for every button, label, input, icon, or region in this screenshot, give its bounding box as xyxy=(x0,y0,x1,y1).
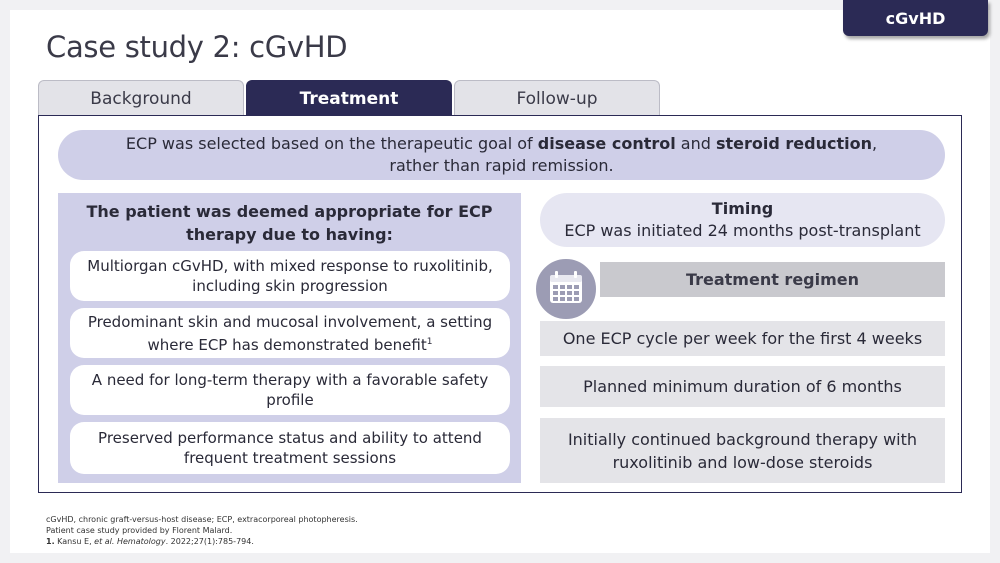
regimen-item-text: Planned minimum duration of 6 months xyxy=(583,377,902,396)
list-item xyxy=(70,251,510,301)
regimen-title-text: Treatment regimen xyxy=(685,270,860,289)
banner-text-line2: rather than rapid remission. xyxy=(389,156,614,175)
calendar-icon xyxy=(532,255,600,323)
abbreviations-note: cGvHD, chronic graft-versus-host disease; ECP, extracorporeal photopheresis. xyxy=(46,515,358,524)
regimen-item xyxy=(540,366,945,407)
source-note: Patient case study provided by Florent Malard. xyxy=(46,526,233,535)
reference-journal: et al. Hematology xyxy=(94,537,166,546)
reference-author: Kansu E, xyxy=(54,537,95,546)
tab-follow-up[interactable]: Follow-up xyxy=(454,80,660,116)
timing-box xyxy=(540,193,945,247)
list-item xyxy=(70,365,510,415)
item-text: Predominant skin and mucosal involvement, a setting xyxy=(87,312,493,331)
page-title: Case study 2: cGvHD xyxy=(46,30,348,64)
regimen-item-text: One ECP cycle per week for the first 4 weeks xyxy=(562,329,923,348)
goal-banner xyxy=(58,130,945,180)
reference-details: . 2022;27(1):785-794. xyxy=(165,537,254,546)
tab-background[interactable]: Background xyxy=(38,80,244,116)
banner-text: ECP was selected based on the therapeutic goal of xyxy=(125,134,538,153)
topic-badge: cGvHD xyxy=(843,0,988,36)
regimen-item xyxy=(540,321,945,356)
item-text: A need for long-term therapy with a favorable safety profile xyxy=(91,371,489,409)
reference-number: 1. xyxy=(46,537,55,546)
timing-text: ECP was initiated 24 months post-transplant xyxy=(564,221,921,240)
eligibility-heading xyxy=(58,200,521,246)
regimen-item-text: Initially continued background therapy with xyxy=(567,429,918,449)
banner-text: , xyxy=(872,134,878,153)
item-text: where ECP has demonstrated benefit xyxy=(147,335,427,354)
heading-line: therapy due to having: xyxy=(186,225,393,244)
regimen-item-text: ruxolitinib and low-dose steroids xyxy=(612,452,873,472)
item-text: frequent treatment sessions xyxy=(183,449,397,467)
list-item xyxy=(70,308,510,358)
item-text: Multiorgan cGvHD, with mixed response to ruxolitinib, xyxy=(87,257,493,275)
timing-title: Timing xyxy=(711,199,774,218)
item-text: including skin progression xyxy=(192,277,388,295)
banner-emphasis-steroid-reduction: steroid reduction xyxy=(716,134,872,153)
item-text: Preserved performance status and ability to attend xyxy=(98,429,482,447)
citation-superscript: 1 xyxy=(426,336,433,347)
banner-emphasis-disease-control: disease control xyxy=(537,134,676,153)
tab-treatment[interactable]: Treatment xyxy=(246,80,452,116)
footnotes xyxy=(46,514,358,547)
banner-text: and xyxy=(675,134,716,153)
regimen-title xyxy=(600,262,945,297)
reference xyxy=(46,536,358,547)
regimen-item xyxy=(540,418,945,483)
heading-line: The patient was deemed appropriate for ECP xyxy=(86,202,493,221)
list-item xyxy=(70,422,510,474)
